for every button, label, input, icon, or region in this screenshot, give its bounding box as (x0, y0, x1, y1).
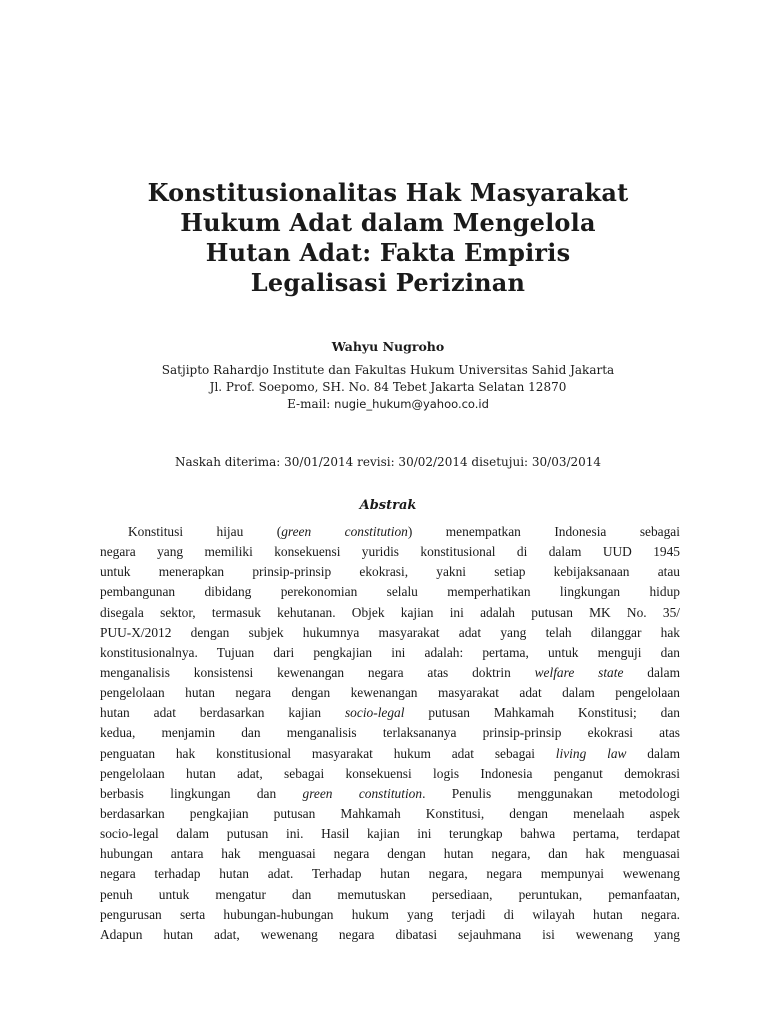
title-line: Legalisasi Perizinan (250, 268, 526, 297)
text-run: penguatan hak konstitusional masyarakat hukum adat sebagai (100, 745, 556, 761)
address: Jl. Prof. Soepomo, SH. No. 84 Tebet Jakarta Selatan 12870 (209, 380, 567, 394)
abstract-line: pengurusan serta hubungan-hubungan hukum yang terjadi di wilayah hutan negara. (100, 906, 680, 922)
text-run: ) menempatkan Indonesia sebagai (407, 524, 680, 539)
text-run: menganalisis konsistensi kewenangan negara atas doktrin (100, 664, 535, 680)
italic-term: living law (555, 745, 627, 761)
title-line: Konstitusionalitas Hak Masyarakat (147, 178, 629, 207)
institution: Satjipto Rahardjo Institute dan Fakultas Hukum Universitas Sahid Jakarta (161, 363, 615, 377)
italic-term: green constitution (302, 785, 423, 801)
title-line: Hutan Adat: Fakta Empiris (205, 238, 571, 267)
abstract-line (100, 744, 680, 764)
email-line (98, 396, 678, 413)
email-label: E-mail: (287, 397, 335, 411)
abstract-line: socio-legal dalam putusan ini. Hasil kajian ini terungkap bahwa pertama, terdapat (100, 826, 680, 842)
italic-term: green constitution (281, 524, 408, 539)
abstract-line: negara yang memiliki konsekuensi yuridis konstitusional di dalam UUD 1945 (100, 544, 680, 560)
text-run: hutan adat berdasarkan kajian (100, 705, 345, 721)
text-run: . Penulis menggunakan metodologi (422, 785, 680, 801)
paper-title (98, 178, 678, 298)
text-run: Konstitusi hijau ( (128, 524, 282, 539)
abstract-line (100, 784, 680, 804)
italic-term: welfare state (534, 664, 624, 680)
abstract-line (100, 522, 680, 542)
title-line: Hukum Adat dalam Mengelola (180, 208, 596, 237)
text-run: putusan Mahkamah Konstitusi; dan (404, 705, 680, 721)
text-run: dalam (626, 745, 680, 761)
submission-dates: Naskah diterima: 30/01/2014 revisi: 30/02/2014 disetujui: 30/03/2014 (174, 455, 602, 469)
abstract-line: negara terhadap hutan adat. Terhadap hutan negara, negara mempunyai wewenang (100, 866, 680, 882)
abstract-line: pembangunan dibidang perekonomian selalu memperhatikan lingkungan hidup (100, 584, 680, 600)
abstract-line: disegala sektor, termasuk kehutanan. Objek kajian ini adalah putusan MK No. 35/ (100, 604, 680, 620)
abstract-line: kedua, menjamin dan menganalisis terlaksananya prinsip-prinsip ekokrasi atas (100, 725, 680, 741)
abstract-line: PUU-X/2012 dengan subjek hukumnya masyarakat adat yang telah dilanggar hak (100, 624, 680, 640)
abstract-line: pengelolaan hutan adat, sebagai konsekuensi logis Indonesia penganut demokrasi (100, 765, 680, 781)
abstract-heading: Abstrak (359, 498, 417, 513)
abstract-line: pengelolaan hutan negara dengan kewenangan masyarakat adat dalam pengelolaan (100, 685, 680, 701)
text-run: dalam (623, 664, 680, 680)
author-affiliation (98, 362, 678, 413)
abstract-line (100, 663, 680, 683)
abstract-line: konstitusionalnya. Tujuan dari pengkajian ini adalah: pertama, untuk menguji dan (100, 644, 680, 660)
abstract-line: berdasarkan pengkajian putusan Mahkamah Konstitusi, dengan menelaah aspek (100, 805, 680, 821)
email-address[interactable]: nugie_hukum@yahoo.co.id (334, 397, 489, 411)
abstract-line: hubungan antara hak menguasai negara dengan hutan negara, dan hak menguasai (100, 846, 680, 862)
text-run: berbasis lingkungan dan (100, 785, 303, 801)
abstract-line (100, 703, 680, 723)
abstract-line: untuk menerapkan prinsip-prinsip ekokrasi, yakni setiap kebijaksanaan atau (100, 564, 680, 580)
abstract-line: Adapun hutan adat, wewenang negara dibatasi sejauhmana isi wewenang yang (100, 926, 680, 942)
abstract-line: penuh untuk mengatur dan memutuskan persediaan, peruntukan, pemanfaatan, (100, 886, 680, 902)
abstract-body (100, 522, 680, 945)
author-name: Wahyu Nugroho (331, 339, 445, 354)
italic-term: socio-legal (344, 705, 405, 721)
